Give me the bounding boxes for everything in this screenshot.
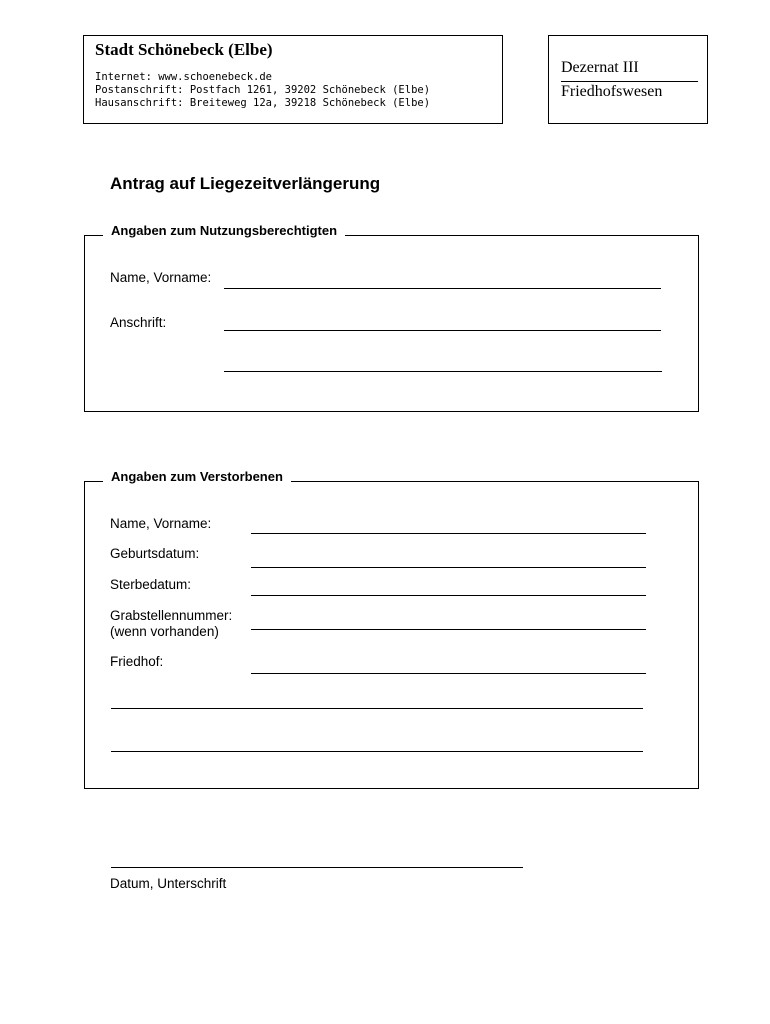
header-address-box [83, 35, 503, 124]
deceased-name-label: Name, Vorname: [110, 516, 212, 531]
section-deceased-legend: Angaben zum Verstorbenen [103, 469, 291, 484]
cemetery-field[interactable] [251, 673, 646, 674]
cemetery-label: Friedhof: [110, 654, 164, 669]
house-address: Hausanschrift: Breiteweg 12a, 39218 Schönebeck (Elbe) [95, 97, 431, 109]
signature-label: Datum, Unterschrift [110, 876, 227, 891]
internet-line: Internet: www.schoenebeck.de [95, 71, 273, 83]
extra-line-1[interactable] [111, 708, 643, 709]
holder-address-field-2[interactable] [224, 371, 662, 372]
deceased-name-field[interactable] [251, 533, 646, 534]
city-name: Stadt Schönebeck (Elbe) [95, 40, 273, 59]
birth-date-field[interactable] [251, 567, 646, 568]
death-date-field[interactable] [251, 595, 646, 596]
extra-line-2[interactable] [111, 751, 643, 752]
department-name: Dezernat III [561, 59, 639, 76]
death-date-label: Sterbedatum: [110, 577, 192, 592]
holder-address-field-1[interactable] [224, 330, 661, 331]
form-title: Antrag auf Liegezeitverlängerung [110, 174, 381, 193]
office-name: Friedhofswesen [561, 83, 663, 100]
grave-number-label: Grabstellennummer: [110, 608, 233, 623]
department-divider [561, 81, 698, 82]
holder-name-label: Name, Vorname: [110, 270, 212, 285]
grave-number-field[interactable] [251, 629, 646, 630]
birth-date-label: Geburtsdatum: [110, 546, 200, 561]
signature-field[interactable] [111, 867, 523, 868]
postal-address: Postanschrift: Postfach 1261, 39202 Schönebeck (Elbe) [95, 84, 431, 96]
section-account-holder-legend: Angaben zum Nutzungsberechtigten [103, 223, 345, 238]
section-account-holder [84, 235, 699, 412]
holder-name-field[interactable] [224, 288, 661, 289]
holder-address-label: Anschrift: [110, 315, 167, 330]
header-department-box [548, 35, 708, 124]
grave-number-note: (wenn vorhanden) [110, 624, 219, 639]
